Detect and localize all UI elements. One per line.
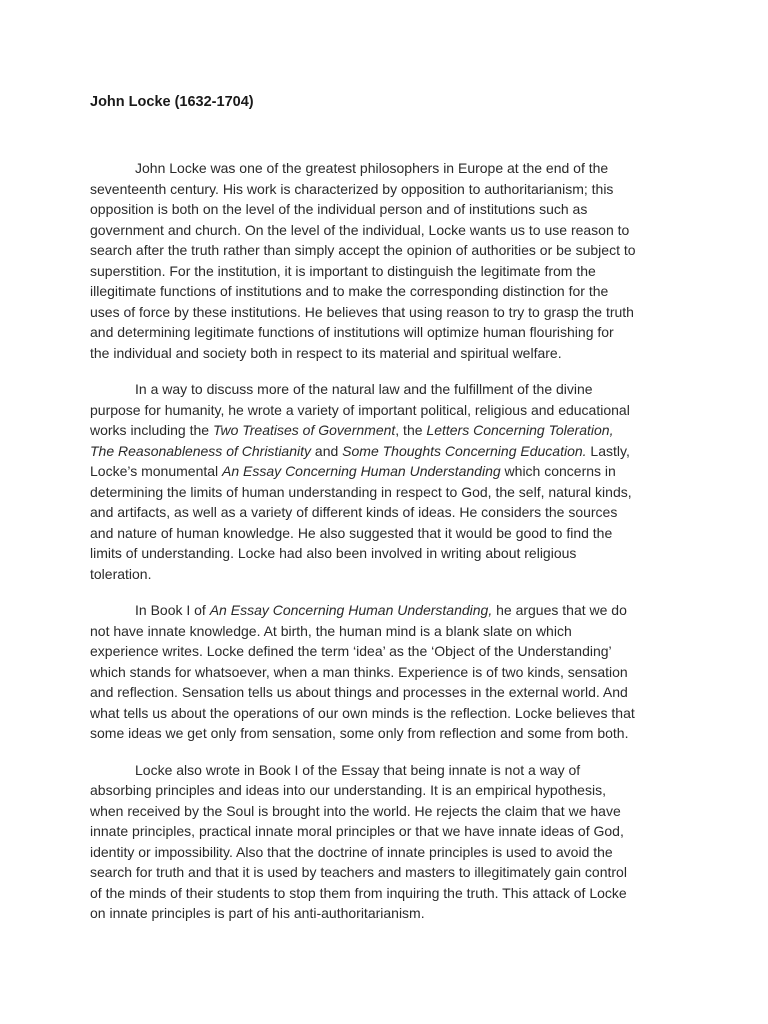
text-line <box>90 523 690 544</box>
text-run: and artifacts, as well as a variety of different kinds of ideas. He considers the sources <box>90 504 618 520</box>
text-run: In a way to discuss more of the natural law and the fulfillment of the divine <box>135 381 593 397</box>
text-line <box>90 801 690 822</box>
text-line <box>90 621 690 642</box>
text-run: toleration. <box>90 565 152 582</box>
text-line <box>90 564 690 585</box>
text-run: search for truth and that it is used by teachers and masters to illegitimately gain control <box>90 864 627 880</box>
text-line <box>90 682 690 703</box>
text-run: purpose for humanity, he wrote a variety of important political, religious and educational <box>90 401 630 418</box>
text-line <box>90 343 690 364</box>
text-line <box>90 199 690 220</box>
paragraph <box>90 760 690 924</box>
text-run: some ideas we get only from sensation, some only from reflection and some from both. <box>90 725 629 741</box>
text-run: when received by the Soul is brought into the world. He rejects the claim that we have <box>90 802 621 819</box>
text-line <box>90 780 690 801</box>
text-run: experience writes. Locke defined the term ‘idea’ as the ‘Object of the Understanding’ <box>90 643 612 659</box>
text-run: works including the <box>90 422 213 438</box>
text-line <box>90 502 690 523</box>
text-run: limits of understanding. Locke had also been involved in writing about religious <box>90 545 577 561</box>
text-line <box>90 179 690 200</box>
text-line <box>90 862 690 883</box>
text-line <box>90 281 690 302</box>
text-line <box>90 261 690 282</box>
text-line <box>90 723 690 744</box>
text-run: illegitimate functions of institutions and to make the corresponding distinction for the <box>90 283 609 299</box>
document-title: John Locke (1632-1704) <box>90 94 254 110</box>
text-run: opposition is both on the level of the individual person and of institutions such as <box>90 201 588 217</box>
paragraph <box>90 158 690 363</box>
text-line <box>90 322 690 343</box>
text-run: Locke’s monumental <box>90 463 223 479</box>
text-run: search after the truth rather than simply accept the opinion of authorities or be subject to <box>90 242 636 258</box>
text-run: he argues that we do <box>492 602 627 618</box>
text-line <box>90 842 690 863</box>
text-run: government and church. On the level of the individual, Locke wants us to use reason to <box>90 221 630 238</box>
text-line <box>90 821 690 842</box>
text-line <box>90 420 690 441</box>
text-run: and nature of human knowledge. He also suggested that it would be good to find the <box>90 524 613 541</box>
paragraph <box>90 379 690 584</box>
text-line <box>90 760 690 781</box>
italic-title-text: Two Treatises of Government <box>212 422 396 438</box>
text-line <box>90 482 690 503</box>
text-line <box>90 240 690 261</box>
text-line <box>90 302 690 323</box>
italic-title-text: Some Thoughts Concerning Education. <box>342 442 587 459</box>
text-run: In Book I of <box>135 602 210 618</box>
text-run: on innate principles is part of his anti-authoritarianism. <box>90 905 425 921</box>
text-run: Lastly, <box>586 442 630 459</box>
text-run: absorbing principles and ideas into our understanding. It is an empirical hypothesis, <box>90 782 606 798</box>
text-run: determining the limits of human understanding in respect to God, the self, natural kinds, <box>90 483 632 500</box>
text-run: and reflection. Sensation tells us about things and processes in the external world. And <box>90 684 628 700</box>
italic-title-text: Letters Concerning Toleration, <box>426 422 614 438</box>
text-line <box>90 379 690 400</box>
text-run: uses of force by these institutions. He believes that using reason to try to grasp the truth <box>90 303 634 320</box>
text-run: Locke also wrote in Book I of the Essay that being innate is not a way of <box>135 761 581 778</box>
text-run: what tells us about the operations of our own minds is the reflection. Locke believes that <box>90 704 635 721</box>
text-line <box>90 600 690 621</box>
text-run: the individual and society both in respect to its material and spiritual welfare. <box>90 344 562 361</box>
text-line <box>90 641 690 662</box>
text-run: , the <box>395 422 427 438</box>
text-line <box>90 220 690 241</box>
text-line <box>90 883 690 904</box>
text-run: not have innate knowledge. At birth, the human mind is a blank slate on which <box>90 622 572 639</box>
text-line <box>90 662 690 683</box>
text-line <box>90 461 690 482</box>
italic-title-text: The Reasonableness of Christianity <box>90 442 312 459</box>
text-run: and <box>311 442 343 459</box>
text-line <box>90 543 690 564</box>
text-line <box>90 903 690 924</box>
document-body <box>90 158 690 940</box>
paragraph <box>90 600 690 744</box>
text-line <box>90 441 690 462</box>
italic-title-text: An Essay Concerning Human Understanding, <box>209 602 493 618</box>
text-run: and determining legitimate functions of institutions will optimize human flourishing for <box>90 324 614 340</box>
text-run: innate principles, practical innate moral principles or that we have innate ideas of God, <box>90 823 624 839</box>
text-line <box>90 158 690 179</box>
text-run: seventeenth century. His work is characterized by opposition to authoritarianism; this <box>90 180 614 197</box>
italic-title-text: An Essay Concerning Human Understanding <box>222 463 501 479</box>
text-line <box>90 400 690 421</box>
text-line <box>90 703 690 724</box>
text-run: which concerns in <box>500 463 616 479</box>
text-run: John Locke was one of the greatest philosophers in Europe at the end of the <box>135 160 609 176</box>
text-run: identity or impossibility. Also that the doctrine of innate principles is used to avoid the <box>90 843 613 860</box>
text-run: superstition. For the institution, it is important to distinguish the legitimate from the <box>90 262 596 279</box>
text-run: which stands for whatsoever, when a man thinks. Experience is of two kinds, sensation <box>90 663 628 680</box>
text-run: of the minds of their students to stop them from inquiring the truth. This attack of Locke <box>90 884 627 901</box>
